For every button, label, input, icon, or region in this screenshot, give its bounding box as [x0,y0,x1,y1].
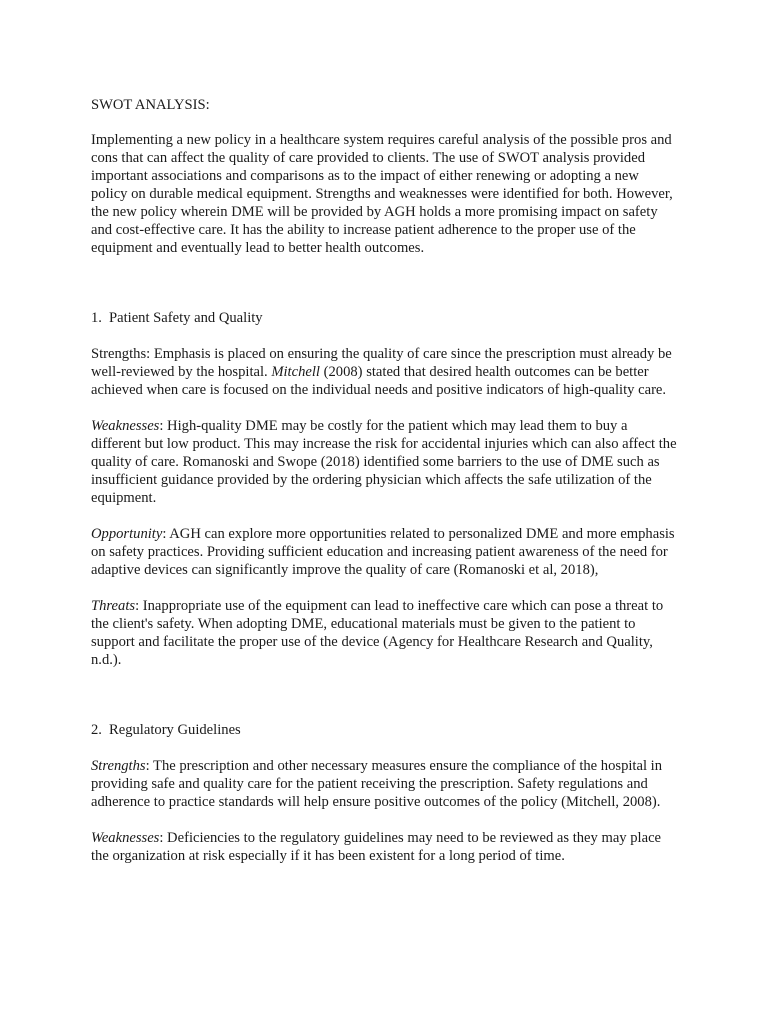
strengths-label: Strengths [91,758,146,774]
strengths-label: Strengths [91,346,147,362]
section-number: 2. [91,722,102,738]
opportunity-paragraph [91,525,678,579]
section-title: Patient Safety and Quality [109,310,263,326]
section-heading-patient-safety [91,309,678,327]
weaknesses-paragraph [91,417,678,507]
section-heading-regulatory [91,721,678,739]
strengths-paragraph [91,757,678,811]
threats-text: : Inappropriate use of the equipment can lead to ineffective care which can pose a threat to the client's safety. When adopting DME, educational materials must be given to the patient to support and facilitate the proper use of the device (Agency for Healthcare Research and Quality, n.d.). [91,598,664,668]
document-title: SWOT ANALYSIS: [91,97,210,113]
threats-label: Threats [91,598,136,614]
strengths-paragraph [91,345,678,399]
strengths-text-after: (2008) stated that desired health outcomes can be better achieved when care is focused on the individual needs and positive indicators of high-quality care. [91,364,667,398]
opportunity-text: : AGH can explore more opportunities related to personalized DME and more emphasis on safety practices. Providing sufficient education and increasing patient awareness of the need for adaptive devices can significantly improve the quality of care (Romanoski et al, 2018), [91,526,675,578]
weaknesses-label: Weaknesses [91,418,160,434]
section-number: 1. [91,310,102,326]
weaknesses-paragraph [91,829,678,865]
strengths-text: : The prescription and other necessary measures ensure the compliance of the hospital in providing safe and quality care for the patient receiving the prescription. Safety regulations and adherence to practice standards will help ensure positive outcomes of the policy (Mitchell, 2008). [91,758,663,810]
citation-mitchell: Mitchell [271,364,320,380]
threats-paragraph [91,597,678,669]
strengths-text-before: : Emphasis is placed on ensuring the quality of care since the prescription must already be well-reviewed by the hospital. [91,346,672,380]
weaknesses-label: Weaknesses [91,830,160,846]
weaknesses-text: : High-quality DME may be costly for the patient which may lead them to buy a different but low product. This may increase the risk for accidental injuries which can also affect the quality of care. Romanoski and Swope (2018) identified some barriers to the use of DME such as insufficient guidance provided by the ordering physician which affects the safe utilization of the equipment. [91,418,677,506]
weaknesses-text: : Deficiencies to the regulatory guidelines may need to be reviewed as they may place the organization at risk especially if it has been existent for a long period of time. [91,830,662,864]
section-title: Regulatory Guidelines [109,722,241,738]
opportunity-label: Opportunity [91,526,163,542]
intro-paragraph: Implementing a new policy in a healthcare system requires careful analysis of the possible pros and cons that can affect the quality of care provided to clients. The use of SWOT analysis provided important associations and comparisons as to the impact of either renewing or adopting a new policy on durable medical equipment. Strengths and weaknesses were identified for both. However, the new policy wherein DME will be provided by AGH holds a more promising impact on safety and cost-effective care. It has the ability to increase patient adherence to the proper use of the equipment and eventually lead to better health outcomes. [91,132,673,256]
